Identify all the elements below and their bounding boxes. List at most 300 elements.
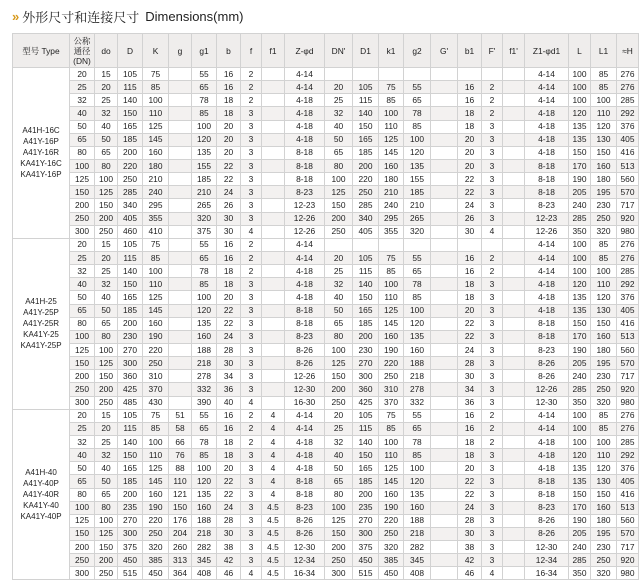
table-cell: 160 — [379, 488, 404, 501]
table-cell: 4 — [241, 396, 262, 409]
table-cell: 332 — [192, 383, 217, 396]
table-row — [13, 317, 639, 330]
column-header: D — [118, 34, 143, 68]
table-cell: 430 — [143, 396, 169, 409]
table-cell: 4-18 — [525, 120, 569, 133]
table-cell: 4 — [262, 462, 285, 475]
table-cell: 408 — [192, 567, 217, 580]
table-cell: 25 — [325, 94, 353, 107]
table-cell: 235 — [353, 501, 379, 514]
table-cell: 65 — [404, 265, 431, 278]
table-cell — [325, 238, 353, 251]
table-cell: 25 — [95, 94, 118, 107]
table-cell: 120 — [569, 278, 591, 291]
table-cell: 125 — [325, 186, 353, 199]
table-cell: 4-14 — [525, 422, 569, 435]
table-cell: 78 — [192, 265, 217, 278]
table-cell — [503, 435, 525, 448]
table-cell: 3 — [482, 475, 503, 488]
table-cell: 285 — [353, 199, 379, 212]
table-cell: 16 — [217, 68, 241, 81]
table-cell: 65 — [325, 146, 353, 159]
table-cell — [431, 304, 458, 317]
table-cell: 200 — [95, 212, 118, 225]
table-cell: 180 — [591, 514, 617, 527]
model-name: KA41Y-40P — [20, 512, 62, 522]
table-cell: 3 — [241, 527, 262, 540]
table-row — [13, 541, 639, 554]
model-name: A41Y-25R — [22, 319, 60, 329]
table-cell: 416 — [617, 488, 639, 501]
table-cell — [431, 265, 458, 278]
table-cell — [503, 475, 525, 488]
table-cell: 30 — [217, 212, 241, 225]
table-cell: 120 — [591, 120, 617, 133]
table-cell: 125 — [379, 462, 404, 475]
table-cell: 100 — [143, 435, 169, 448]
table-cell: 320 — [404, 225, 431, 238]
table-cell: 20 — [217, 462, 241, 475]
table-cell: 282 — [404, 541, 431, 554]
table-cell — [262, 173, 285, 186]
table-cell: 160 — [591, 330, 617, 343]
table-cell: 310 — [379, 383, 404, 396]
column-header: F' — [482, 34, 503, 68]
table-cell: 210 — [404, 199, 431, 212]
table-cell: 115 — [118, 422, 143, 435]
table-cell: 40 — [325, 291, 353, 304]
table-cell — [431, 343, 458, 356]
table-cell: 135 — [404, 159, 431, 172]
table-cell: 3 — [482, 514, 503, 527]
table-cell — [503, 488, 525, 501]
table-cell: 30 — [458, 527, 482, 540]
table-cell: 250 — [143, 357, 169, 370]
table-cell: 425 — [118, 383, 143, 396]
column-header: do — [95, 34, 118, 68]
table-cell: 3 — [482, 317, 503, 330]
table-cell: 55 — [404, 81, 431, 94]
table-cell: 250 — [591, 383, 617, 396]
column-header: K — [143, 34, 169, 68]
table-cell: 24 — [458, 343, 482, 356]
table-cell: 135 — [569, 304, 591, 317]
table-cell: 50 — [325, 304, 353, 317]
table-row — [13, 304, 639, 317]
table-cell: 8-26 — [285, 357, 325, 370]
table-cell: 85 — [591, 422, 617, 435]
table-cell: 204 — [169, 527, 192, 540]
table-cell: 42 — [458, 554, 482, 567]
table-cell: 160 — [143, 317, 169, 330]
table-cell: 4-14 — [285, 238, 325, 251]
table-cell: 3 — [241, 383, 262, 396]
table-cell: 85 — [143, 251, 169, 264]
table-cell: 220 — [379, 514, 404, 527]
table-cell: 350 — [569, 225, 591, 238]
table-cell: 4 — [241, 225, 262, 238]
table-cell: 105 — [118, 68, 143, 81]
table-cell: 185 — [118, 475, 143, 488]
table-cell: 42 — [217, 554, 241, 567]
table-row — [13, 146, 639, 159]
table-cell — [169, 265, 192, 278]
table-cell: 85 — [591, 238, 617, 251]
table-cell: 3 — [482, 186, 503, 199]
table-cell: 300 — [70, 567, 95, 580]
table-cell: 18 — [458, 449, 482, 462]
table-cell: 3 — [482, 146, 503, 159]
table-cell: 25 — [70, 422, 95, 435]
model-name: KA41Y-16P — [20, 170, 62, 180]
table-cell: 65 — [70, 304, 95, 317]
table-cell: 28 — [458, 514, 482, 527]
table-cell: 405 — [617, 133, 639, 146]
table-cell: 165 — [118, 291, 143, 304]
table-cell: 125 — [95, 186, 118, 199]
table-cell — [169, 370, 192, 383]
table-cell: 3 — [241, 133, 262, 146]
table-cell: 4-18 — [525, 435, 569, 448]
table-cell: 560 — [617, 514, 639, 527]
table-cell: 385 — [379, 554, 404, 567]
table-cell: 4-18 — [285, 278, 325, 291]
table-cell: 8-18 — [285, 488, 325, 501]
table-cell: 85 — [591, 68, 617, 81]
table-cell: 200 — [118, 146, 143, 159]
table-cell: 513 — [617, 330, 639, 343]
table-cell: 150 — [95, 199, 118, 212]
table-cell: 8-18 — [285, 173, 325, 186]
table-cell: 150 — [325, 370, 353, 383]
table-cell: 115 — [353, 94, 379, 107]
table-cell: 12-34 — [525, 554, 569, 567]
table-cell: 313 — [169, 554, 192, 567]
table-cell: 285 — [617, 265, 639, 278]
table-cell: 3 — [482, 357, 503, 370]
table-cell: 110 — [143, 278, 169, 291]
table-cell: 100 — [591, 265, 617, 278]
table-cell: 32 — [325, 278, 353, 291]
table-cell: 345 — [192, 554, 217, 567]
table-cell — [431, 554, 458, 567]
table-cell: 65 — [404, 422, 431, 435]
table-cell: 345 — [404, 554, 431, 567]
table-cell: 150 — [118, 449, 143, 462]
table-cell: 65 — [192, 422, 217, 435]
table-cell — [503, 357, 525, 370]
table-cell: 58 — [169, 422, 192, 435]
table-cell: 560 — [617, 173, 639, 186]
table-row — [13, 81, 639, 94]
table-cell: 375 — [192, 225, 217, 238]
table-cell: 3 — [482, 462, 503, 475]
table-cell: 22 — [217, 475, 241, 488]
table-cell: 188 — [192, 514, 217, 527]
table-cell: 8-18 — [285, 146, 325, 159]
table-cell — [262, 212, 285, 225]
table-cell: 320 — [192, 212, 217, 225]
table-cell: 12-30 — [525, 396, 569, 409]
table-cell: 8-26 — [525, 527, 569, 540]
table-cell: 370 — [143, 383, 169, 396]
table-cell: 570 — [617, 186, 639, 199]
table-cell — [353, 238, 379, 251]
table-cell: 100 — [569, 265, 591, 278]
table-cell: 980 — [617, 225, 639, 238]
table-cell: 160 — [192, 501, 217, 514]
table-cell — [431, 435, 458, 448]
table-cell: 51 — [169, 409, 192, 422]
table-cell: 4-18 — [525, 133, 569, 146]
table-cell: 218 — [404, 527, 431, 540]
table-cell: 30 — [217, 357, 241, 370]
table-row — [13, 265, 639, 278]
table-cell: 150 — [353, 291, 379, 304]
table-cell: 200 — [70, 541, 95, 554]
table-cell: 32 — [70, 94, 95, 107]
table-cell: 20 — [458, 462, 482, 475]
table-cell: 85 — [192, 107, 217, 120]
table-row — [13, 278, 639, 291]
table-cell: 145 — [143, 133, 169, 146]
table-cell: 12-26 — [285, 212, 325, 225]
table-cell: 4-18 — [525, 304, 569, 317]
model-type-cell — [13, 68, 70, 239]
table-cell: 180 — [143, 159, 169, 172]
table-cell: 200 — [70, 199, 95, 212]
table-cell: 20 — [95, 422, 118, 435]
table-cell — [404, 68, 431, 81]
table-cell: 4-18 — [285, 265, 325, 278]
column-header: f1' — [503, 34, 525, 68]
table-cell — [169, 278, 192, 291]
table-cell — [431, 186, 458, 199]
table-cell: 485 — [118, 396, 143, 409]
table-cell — [503, 238, 525, 251]
table-cell: 405 — [118, 212, 143, 225]
table-cell — [503, 514, 525, 527]
column-header: g — [169, 34, 192, 68]
table-cell — [169, 396, 192, 409]
table-cell: 80 — [95, 330, 118, 343]
table-cell: 2 — [241, 68, 262, 81]
table-cell — [169, 120, 192, 133]
table-cell: 135 — [404, 330, 431, 343]
table-cell: 100 — [192, 462, 217, 475]
table-cell: 125 — [379, 133, 404, 146]
table-cell: 20 — [325, 81, 353, 94]
table-cell: 4 — [482, 225, 503, 238]
table-cell — [503, 278, 525, 291]
table-cell: 4-18 — [525, 462, 569, 475]
table-cell: 3 — [482, 501, 503, 514]
table-cell: 100 — [95, 343, 118, 356]
table-cell: 18 — [458, 291, 482, 304]
table-cell: 115 — [353, 265, 379, 278]
table-cell — [503, 422, 525, 435]
table-cell: 140 — [118, 94, 143, 107]
table-cell: 160 — [591, 159, 617, 172]
table-row — [13, 409, 639, 422]
table-cell: 276 — [617, 238, 639, 251]
table-cell: 8-23 — [285, 186, 325, 199]
table-cell — [503, 396, 525, 409]
table-cell: 12-30 — [285, 541, 325, 554]
table-cell: 85 — [379, 265, 404, 278]
column-header: L1 — [591, 34, 617, 68]
table-cell: 40 — [70, 449, 95, 462]
table-cell: 920 — [617, 554, 639, 567]
table-cell — [169, 238, 192, 251]
table-cell: 55 — [192, 68, 217, 81]
table-cell: 24 — [458, 501, 482, 514]
table-cell: 4-14 — [285, 409, 325, 422]
table-cell: 376 — [617, 120, 639, 133]
table-cell — [431, 94, 458, 107]
table-cell: 50 — [325, 462, 353, 475]
table-cell: 165 — [353, 133, 379, 146]
model-name: A41Y-16R — [22, 148, 60, 158]
table-cell: 278 — [404, 383, 431, 396]
table-cell — [353, 68, 379, 81]
table-cell: 300 — [70, 396, 95, 409]
table-cell: 150 — [569, 146, 591, 159]
table-cell: 28 — [217, 514, 241, 527]
table-cell: 190 — [569, 514, 591, 527]
table-cell: 8-18 — [525, 159, 569, 172]
table-cell: 4-18 — [285, 133, 325, 146]
table-cell: 180 — [591, 173, 617, 186]
table-cell — [503, 225, 525, 238]
table-cell: 276 — [617, 422, 639, 435]
table-cell — [262, 186, 285, 199]
table-cell: 150 — [95, 541, 118, 554]
table-cell: 210 — [143, 173, 169, 186]
table-cell: 980 — [617, 567, 639, 580]
table-cell: 12-23 — [525, 212, 569, 225]
table-cell: 200 — [353, 330, 379, 343]
table-cell: 50 — [70, 291, 95, 304]
table-cell — [431, 159, 458, 172]
table-cell: 125 — [70, 343, 95, 356]
table-cell: 2 — [482, 409, 503, 422]
table-cell: 125 — [325, 514, 353, 527]
table-cell: 121 — [169, 488, 192, 501]
table-cell: 20 — [458, 146, 482, 159]
table-cell: 110 — [143, 449, 169, 462]
table-cell: 360 — [118, 370, 143, 383]
column-header: g2 — [404, 34, 431, 68]
table-cell: 230 — [591, 199, 617, 212]
table-cell: 200 — [325, 383, 353, 396]
table-cell: 15 — [95, 68, 118, 81]
table-cell: 120 — [569, 449, 591, 462]
table-cell — [169, 357, 192, 370]
table-cell — [262, 238, 285, 251]
table-cell: 22 — [217, 488, 241, 501]
table-cell: 16 — [458, 265, 482, 278]
table-cell: 65 — [95, 488, 118, 501]
table-cell — [431, 409, 458, 422]
table-cell — [431, 514, 458, 527]
table-cell: 125 — [95, 357, 118, 370]
table-cell — [169, 251, 192, 264]
model-name: A41Y-40R — [22, 490, 60, 500]
column-header: G' — [431, 34, 458, 68]
table-cell: 717 — [617, 199, 639, 212]
table-cell: 4-14 — [285, 81, 325, 94]
table-cell: 32 — [70, 265, 95, 278]
table-cell — [431, 199, 458, 212]
table-cell: 3 — [241, 159, 262, 172]
table-cell: 20 — [70, 409, 95, 422]
column-header: f — [241, 34, 262, 68]
table-cell: 100 — [70, 159, 95, 172]
table-cell: 25 — [325, 265, 353, 278]
table-cell: 100 — [569, 409, 591, 422]
table-cell: 3 — [241, 107, 262, 120]
column-header: b — [217, 34, 241, 68]
table-cell: 250 — [70, 383, 95, 396]
table-cell: 16 — [458, 409, 482, 422]
table-cell: 125 — [143, 120, 169, 133]
table-cell: 110 — [591, 449, 617, 462]
dimensions-table — [12, 33, 639, 580]
table-cell: 36 — [458, 396, 482, 409]
table-cell: 250 — [95, 396, 118, 409]
table-cell: 4-14 — [525, 68, 569, 81]
table-cell — [503, 370, 525, 383]
table-cell — [431, 133, 458, 146]
table-cell: 200 — [70, 370, 95, 383]
table-cell: 150 — [169, 501, 192, 514]
table-cell: 8-18 — [525, 173, 569, 186]
table-cell — [503, 330, 525, 343]
table-row — [13, 567, 639, 580]
table-cell: 46 — [458, 567, 482, 580]
table-cell: 32 — [95, 278, 118, 291]
table-cell: 100 — [192, 291, 217, 304]
table-cell: 150 — [118, 107, 143, 120]
table-cell: 276 — [617, 251, 639, 264]
table-row — [13, 330, 639, 343]
table-cell: 292 — [617, 278, 639, 291]
table-cell: 85 — [143, 422, 169, 435]
table-cell: 3 — [482, 159, 503, 172]
table-cell: 78 — [192, 435, 217, 448]
table-cell: 110 — [143, 107, 169, 120]
table-cell: 190 — [143, 330, 169, 343]
table-cell: 300 — [353, 527, 379, 540]
table-row — [13, 383, 639, 396]
table-cell: 3 — [241, 357, 262, 370]
table-cell — [431, 330, 458, 343]
table-cell — [503, 409, 525, 422]
table-cell: 3 — [241, 173, 262, 186]
table-cell: 100 — [404, 133, 431, 146]
table-cell: 125 — [143, 291, 169, 304]
table-cell: 120 — [591, 291, 617, 304]
table-cell — [503, 199, 525, 212]
table-cell: 85 — [192, 449, 217, 462]
table-cell: 55 — [192, 238, 217, 251]
table-cell — [431, 146, 458, 159]
table-cell: 125 — [70, 173, 95, 186]
table-cell: 185 — [118, 133, 143, 146]
table-row — [13, 107, 639, 120]
table-cell: 18 — [458, 278, 482, 291]
